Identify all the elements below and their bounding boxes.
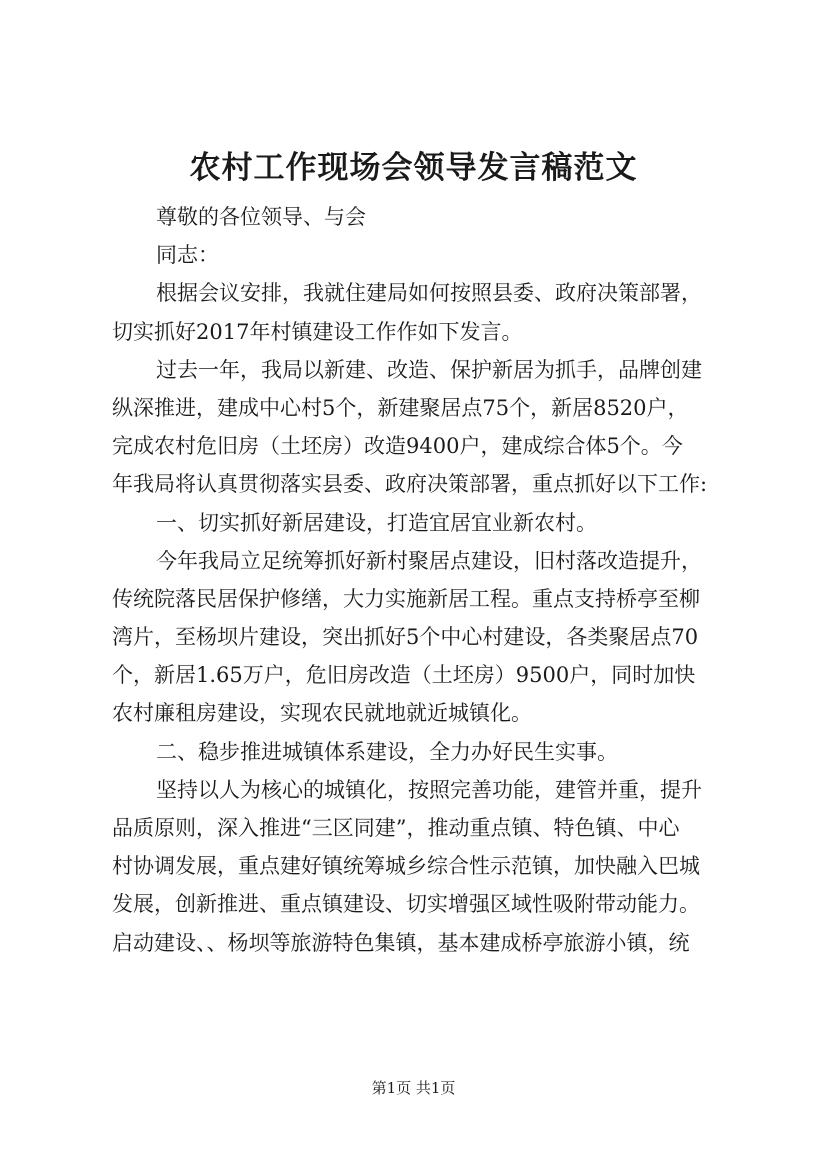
- text-line: 根据会议安排，我就住建局如何按照县委、政府决策部署，: [156, 281, 702, 306]
- text-line: 过去一年，我局以新建、改造、保护新居为抓手，品牌创建: [156, 357, 702, 382]
- text-line: 完成农村危旧房（土坯房）改造9400户，建成综合体5个。今: [112, 434, 683, 459]
- section-heading: 一、切实抓好新居建设，打造宜居宜业新农村。: [156, 510, 597, 535]
- text-line: 坚持以人为核心的城镇化，按照完善功能，建管并重，提升: [156, 777, 702, 802]
- page-footer: 第1页 共1页: [371, 1079, 456, 1097]
- text-line: 农村廉租房建设，实现农民就地就近城镇化。: [112, 701, 532, 726]
- text-line: 同志：: [156, 243, 219, 268]
- text-line: 纵深推进，建成中心村5个，新建聚居点75个，新居8520户，: [112, 395, 689, 420]
- text-line: 发展，创新推进、重点镇建设、切实增强区域性吸附带动能力。: [112, 892, 700, 917]
- text-line: 切实抓好2017年村镇建设工作作如下发言。: [112, 319, 523, 344]
- text-line: 传统院落民居保护修缮，大力实施新居工程。重点支持桥亭至柳: [112, 586, 700, 611]
- text-line: 年我局将认真贯彻落实县委、政府决策部署，重点抓好以下工作:: [112, 472, 708, 497]
- text-line: 品质原则，深入推进“三区同建”，推动重点镇、特色镇、中心: [112, 816, 680, 840]
- text-line: 今年我局立足统筹抓好新村聚居点建设，旧村落改造提升，: [156, 548, 702, 573]
- text-line: 启动建设、、杨坝等旅游特色集镇，基本建成桥亭旅游小镇，统: [112, 930, 690, 955]
- document-body: [112, 198, 738, 962]
- text-line: 湾片，至杨坝片建设，突出抓好5个中心村建设，各类聚居点70: [112, 625, 699, 650]
- text-line: 个，新居1.65万户，危旧房改造（土坯房）9500户，同时加快: [112, 663, 696, 688]
- text-line: 村协调发展，重点建好镇统筹城乡综合性示范镇，加快融入巴城: [112, 854, 700, 879]
- document-title: 农村工作现场会领导发言稿范文: [189, 150, 638, 186]
- text-line: 尊敬的各位领导、与会: [156, 205, 366, 229]
- section-heading: 二、稳步推进城镇体系建设，全力办好民生实事。: [156, 739, 618, 764]
